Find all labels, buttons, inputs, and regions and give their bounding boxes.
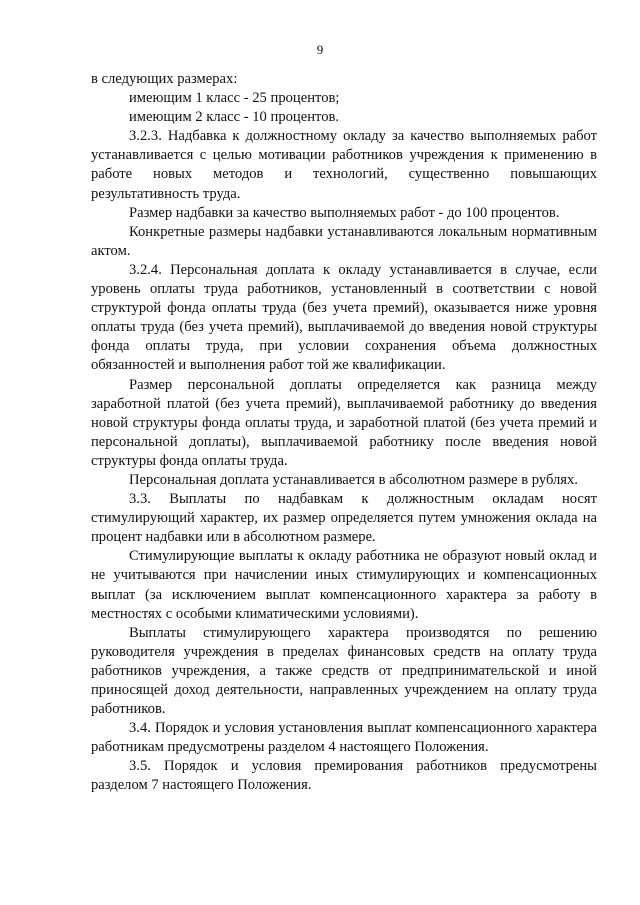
paragraph: Размер надбавки за качество выполняемых работ - до 100 процентов. bbox=[129, 204, 560, 221]
paragraph: Конкретные размеры надбавки устанавливаются локальным нормативным актом. bbox=[91, 223, 597, 259]
paragraph: Стимулирующие выплаты к окладу работника не образуют новый оклад и не учитываются при начислении иных стимулирующих и компенсационных выплат (за исключением выплат компенсационного характера за работу в местностях с особыми климатическими условиями). bbox=[91, 548, 597, 622]
paragraph: в следующих размерах: bbox=[91, 71, 238, 87]
paragraph: Размер персональной доплаты определяется как разница между заработной платой (без учета премий), выплачиваемой работнику до введения новой структуры фонда оплаты труда, и заработной платой (без учета премий и персональной доплаты), выплачиваемой работнику после введения новой структуры фонда оплаты труда. bbox=[91, 376, 597, 469]
paragraph: 3.4. Порядок и условия установления выплат компенсационного характера работникам предусмотрены разделом 4 настоящего Положения. bbox=[91, 720, 597, 756]
paragraph: 3.2.4. Персональная доплата к окладу устанавливается в случае, если уровень оплаты труда работников, установленный в соответствии с новой структурой фонда оплаты труда (без учета премий), оказывается ниже уровня оплаты труда (без учета премий), выплачиваемой до введения новой структуры фонда оплаты труда, при условии сохранения объема должностных обязанностей и выполнения работ той же квалификации. bbox=[91, 261, 597, 374]
paragraph: 3.2.3. Надбавка к должностному окладу за качество выполняемых работ устанавливается с целью мотивации работников учреждения к применению в работе новых методов и технологий, существенно повышающих результативность труда. bbox=[91, 128, 597, 202]
list-item: имеющим 1 класс - 25 процентов; bbox=[129, 90, 340, 107]
paragraph: Выплаты стимулирующего характера производятся по решению руководителя учреждения в пределах финансовых средств на оплату труда работников учреждения, а также средств от предпринимательской и иной приносящей доход деятельности, направленных учреждением на оплату труда работников. bbox=[91, 624, 597, 718]
paragraph: 3.5. Порядок и условия премирования работников предусмотрены разделом 7 настоящего Положения. bbox=[91, 758, 597, 794]
paragraph: 3.3. Выплаты по надбавкам к должностным окладам носят стимулирующий характер, их размер определяется путем умножения оклада на процент надбавки или в абсолютном размере. bbox=[91, 491, 597, 546]
list-item: имеющим 2 класс - 10 процентов. bbox=[129, 109, 340, 126]
body-text bbox=[91, 70, 597, 796]
page-number: 9 bbox=[316, 42, 324, 57]
paragraph: Персональная доплата устанавливается в абсолютном размере в рублях. bbox=[129, 471, 578, 488]
